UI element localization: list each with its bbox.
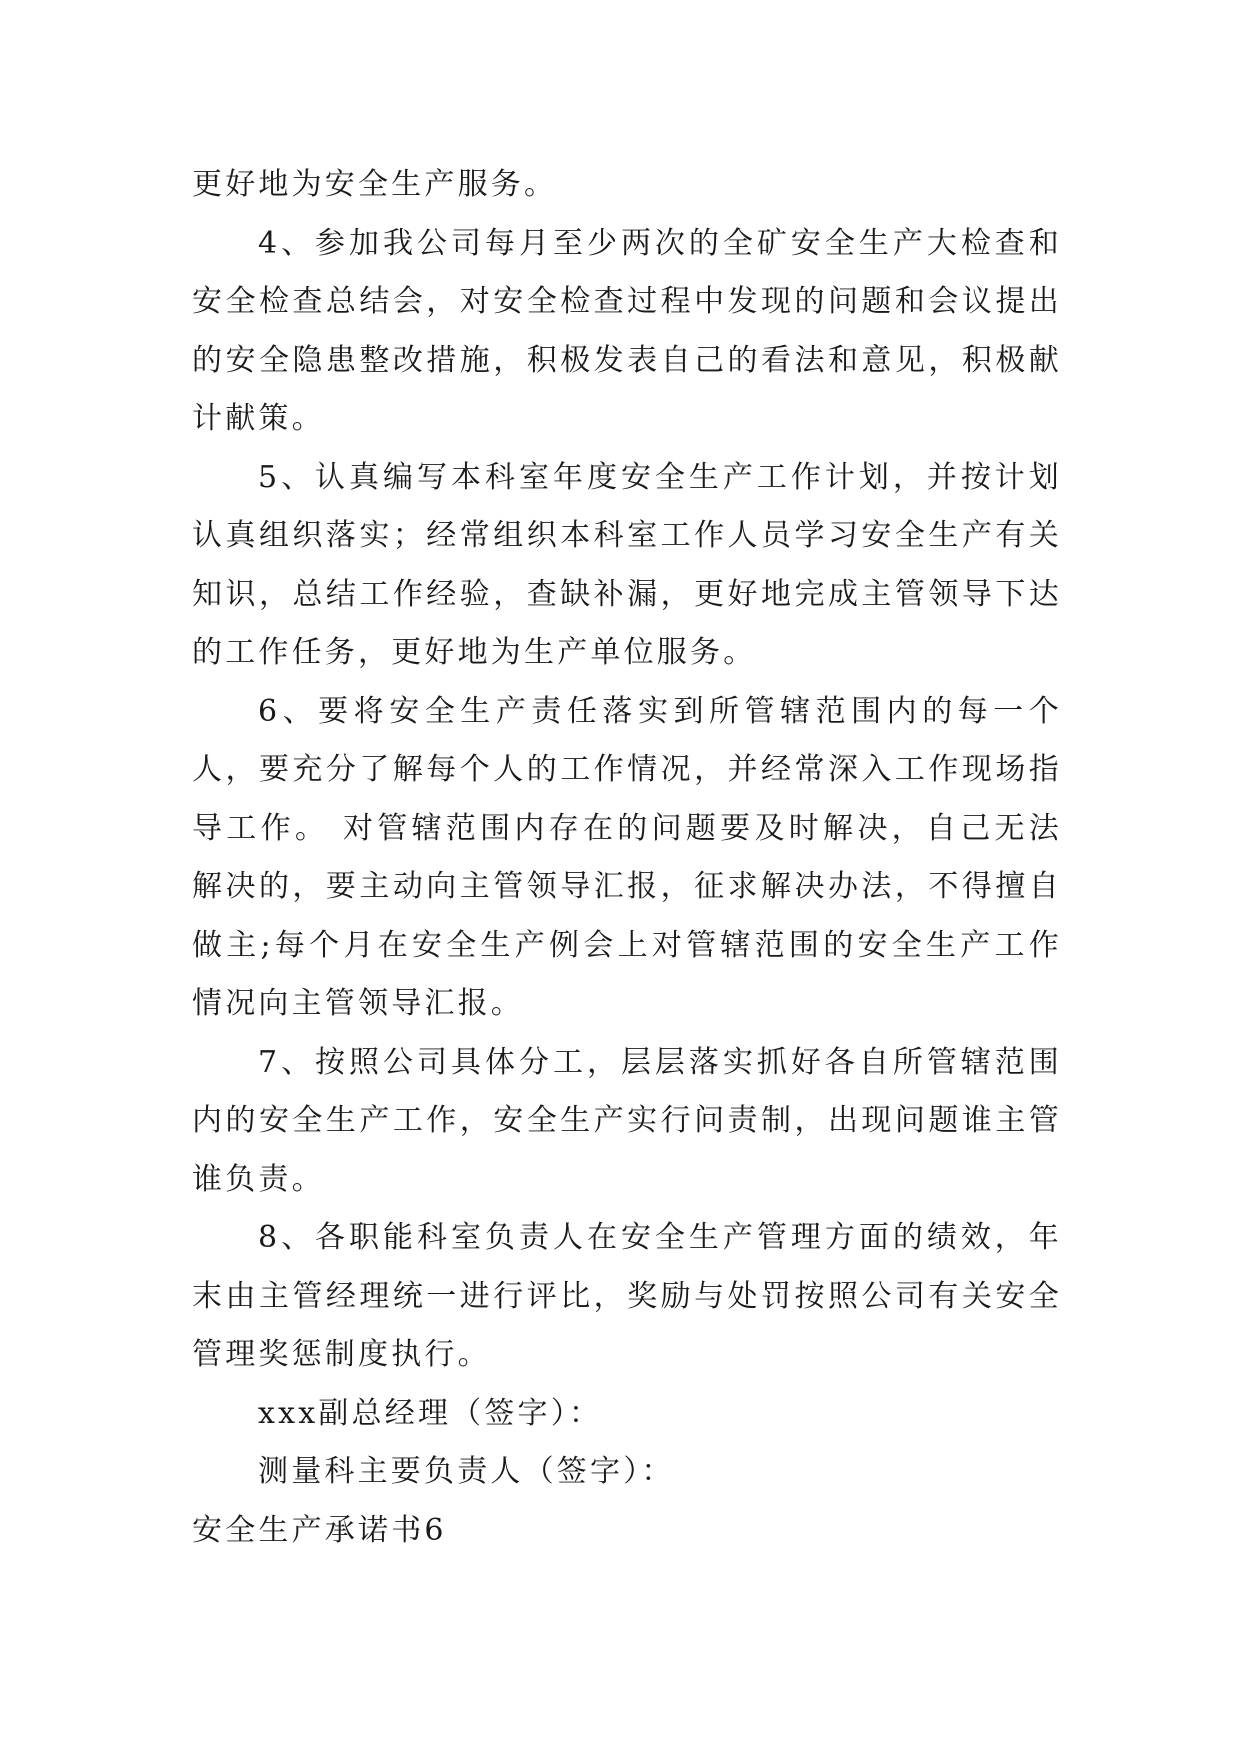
paragraph-continuation: 更好地为安全生产服务。 bbox=[192, 167, 558, 202]
paragraph-item-8: 8、各职能科室负责人在安全生产管理方面的绩效，年末由主管经理统一进行评比，奖励与处罚按照公司有关安全管理奖惩制度执行。 bbox=[192, 1220, 1062, 1372]
signature-line-deputy-gm: xxx副总经理（签字）： bbox=[258, 1395, 603, 1431]
document-page bbox=[192, 156, 1062, 1560]
paragraph-item-6: 6、要将安全生产责任落实到所管辖范围内的每一个人，要充分了解每个人的工作情况，并经常深入工作现场指导工作。 对管辖范围内存在的问题要及时解决，自己无法解决的，要主动向主管领导汇报，征求解决办法，不得擅自做主;每个月在安全生产例会上对管辖范围的安全生产工作情况向主管领导汇报。 bbox=[192, 693, 1062, 1021]
paragraph-item-5: 5、认真编写本科室年度安全生产工作计划，并按计划认真组织落实；经常组织本科室工作人员学习安全生产有关知识，总结工作经验，查缺补漏，更好地完成主管领导下达的工作任务，更好地为生产单位服务。 bbox=[192, 459, 1062, 670]
next-document-title: 安全生产承诺书6 bbox=[192, 1512, 447, 1548]
paragraph-item-4: 4、参加我公司每月至少两次的全矿安全生产大检查和安全检查总结会，对安全检查过程中发现的问题和会议提出的安全隐患整改措施，积极发表自己的看法和意见，积极献计献策。 bbox=[192, 225, 1062, 436]
signature-line-survey-head: 测量科主要负责人（签字）： bbox=[258, 1454, 675, 1489]
paragraph-item-7: 7、按照公司具体分工，层层落实抓好各自所管辖范围内的安全生产工作，安全生产实行问责制，出现问题谁主管谁负责。 bbox=[192, 1044, 1062, 1197]
